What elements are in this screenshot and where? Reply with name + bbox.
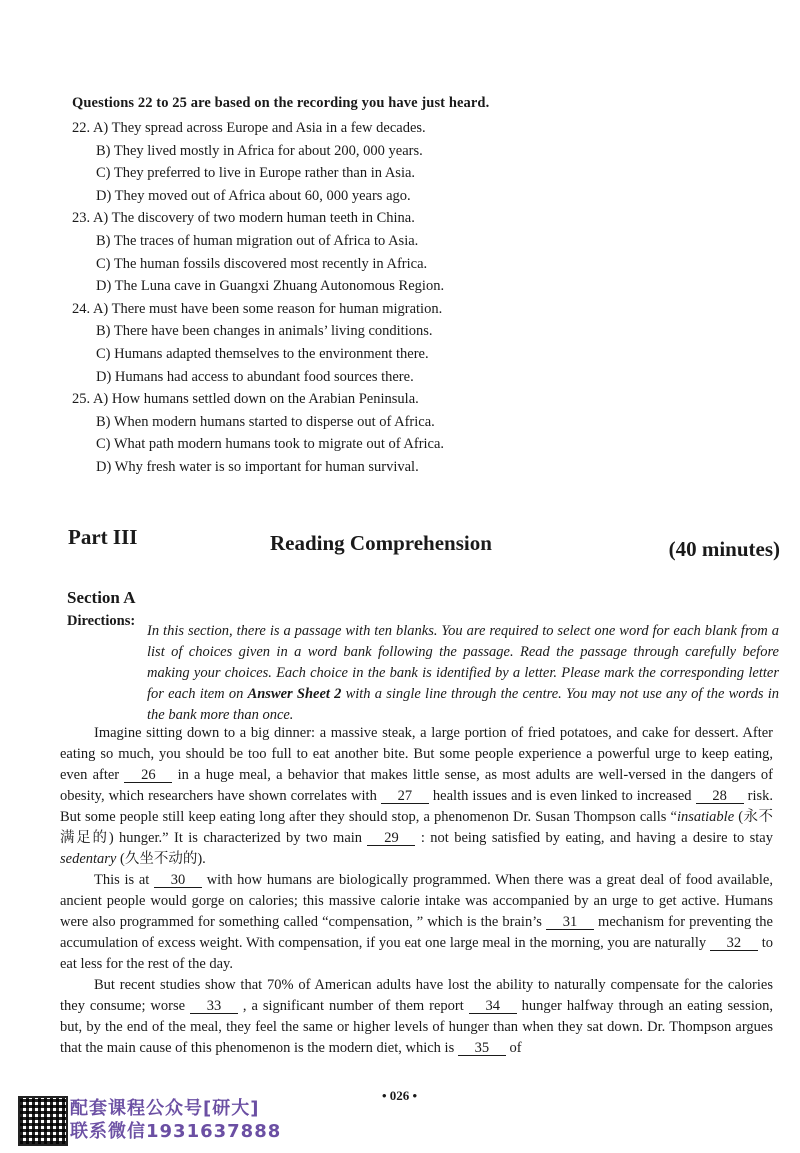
blank-35: 35 (458, 1041, 506, 1056)
passage-paragraph-2: This is at 30 with how humans are biologically programmed. When there was a great deal of food available, ancient people would gorge on calories; this massive calorie intake was accompanied by an urge to get active. Humans were also programmed for something called “compensation, ” which is the brain’s 31 mechanism for preventing the accumulation of excess weight. With compensation, if you eat one large meal in the morning, you are naturally 32 to eat less for the rest of the day. (60, 872, 774, 972)
italic-term-sedentary: sedentary (60, 851, 117, 867)
question-25-option-d: D) Why fresh water is so important for human survival. (96, 458, 419, 475)
passage-paragraph-1: Imagine sitting down to a big dinner: a massive steak, a large portion of fried potatoes, and cake for dessert. After eating so much, you should be too full to eat another bite. But some people experience a powerful urge to keep eating, even after 26 in a huge meal, a behavior that makes little sense, as most adults are well-versed in the dangers of obesity, which researchers have shown correlates with 27 health issues and is even linked to increased 28 risk. But some people still keep eating long after they should stop, a phenomenon Dr. Susan Thompson calls “insatiable (永不满足的) hunger.” It is characterized by two main 29 : not being satisfied by eating, and having a desire to stay sedentary (久坐不动的). (60, 725, 773, 867)
blank-31: 31 (546, 915, 594, 930)
answer-sheet-ref: Answer Sheet 2 (247, 686, 342, 702)
part-label: Part III (68, 525, 138, 549)
watermark-line-1: 配套课程公众号[研大] (70, 1098, 260, 1119)
blank-28: 28 (696, 789, 744, 804)
question-23-option-b: B) The traces of human migration out of Africa to Asia. (96, 232, 419, 249)
watermark-line-2: 联系微信1931637888 (70, 1121, 282, 1142)
part-title: Reading Comprehension (270, 531, 492, 555)
question-23-option-c: C) The human fossils discovered most recently in Africa. (96, 255, 428, 272)
blank-33: 33 (190, 999, 238, 1014)
question-24-option-c: C) Humans adapted themselves to the environment there. (96, 345, 429, 362)
italic-term-insatiable: insatiable (676, 809, 735, 825)
blank-29: 29 (367, 831, 415, 846)
question-22-option-b: B) They lived mostly in Africa for about 200, 000 years. (96, 142, 423, 159)
question-22-option-d: D) They moved out of Africa about 60, 000 years ago. (96, 187, 411, 204)
watermark (18, 1096, 308, 1144)
blank-34: 34 (469, 999, 517, 1014)
listening-heading: Questions 22 to 25 are based on the recording you have just heard. (72, 95, 490, 111)
blank-30: 30 (154, 873, 202, 888)
question-25-option-b: B) When modern humans started to disperse out of Africa. (96, 413, 435, 430)
blank-27: 27 (381, 789, 429, 804)
part-time: (40 minutes) (668, 537, 780, 561)
directions-text: In this section, there is a passage with ten blanks. You are required to select one word for each blank from a list of choices given in a word bank following the passage. Read the passage through carefully before making your choices. Each choice in the bank is identified by a letter. Please mark the corresponding letter for each item on Answer Sheet 2 with a single line through the centre. You may not use any of the words in the bank more than once. (147, 623, 779, 723)
question-24-option-b: B) There have been changes in animals’ living conditions. (96, 323, 433, 340)
question-25-option-c: C) What path modern humans took to migrate out of Africa. (96, 436, 445, 453)
section-title: Section A (67, 588, 136, 607)
qr-code-icon (18, 1096, 68, 1146)
blank-26: 26 (124, 768, 172, 783)
question-24-option-d: D) Humans had access to abundant food sources there. (96, 368, 414, 385)
page-number: • 026 • (382, 1088, 418, 1103)
question-24-option-a: 24. A) There must have been some reason for human migration. (72, 300, 443, 317)
reading-passage (60, 723, 773, 1059)
question-22-option-c: C) They preferred to live in Europe rather than in Asia. (96, 165, 416, 182)
passage-paragraph-3: But recent studies show that 70% of American adults have lost the ability to naturally compensate for the calories they consume; worse 33 , a significant number of them report 34 hunger halfway through an eating session, but, by the end of the meal, they feel the same or higher levels of hunger than when they sat down. Dr. Thompson argues that the main cause of this phenomenon is the modern diet, which is 35 of (60, 977, 773, 1056)
question-list (72, 117, 444, 479)
directions-label: Directions: (67, 613, 136, 629)
question-22-option-a: 22. A) They spread across Europe and Asia in a few decades. (72, 120, 426, 136)
blank-32: 32 (710, 936, 758, 951)
question-25-option-a: 25. A) How humans settled down on the Arabian Peninsula. (72, 391, 419, 408)
question-23-option-d: D) The Luna cave in Guangxi Zhuang Autonomous Region. (96, 278, 445, 295)
part-header (68, 525, 780, 561)
question-23-option-a: 23. A) The discovery of two modern human teeth in China. (72, 210, 415, 227)
